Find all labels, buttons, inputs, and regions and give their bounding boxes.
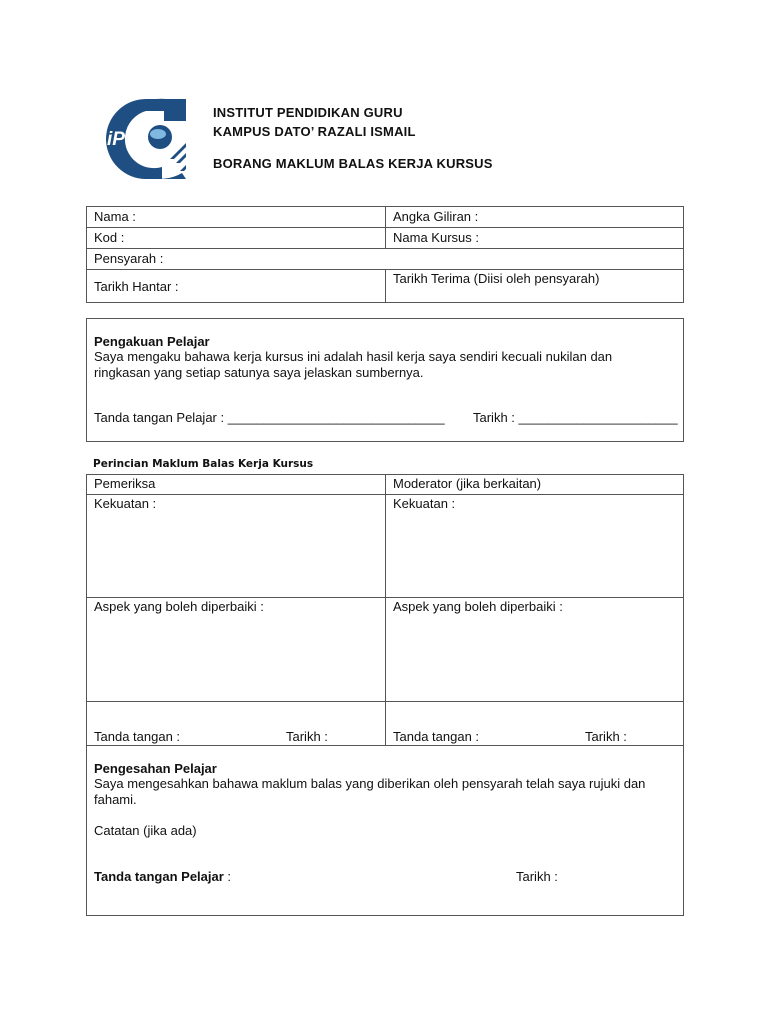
pemeriksa-aspek-cell[interactable] bbox=[87, 598, 386, 702]
angka-giliran-label: Angka Giliran : bbox=[393, 209, 479, 224]
pengesahan-text: Saya mengesahkan bahawa maklum balas yang diberikan oleh pensyarah telah saya rujuki dan fahami. bbox=[94, 776, 646, 807]
logo-graphic bbox=[104, 97, 188, 181]
aspek-label: Aspek yang boleh diperbaiki : bbox=[393, 599, 563, 614]
angka-giliran-cell[interactable] bbox=[386, 207, 684, 228]
tarikh-terima-cell[interactable] bbox=[386, 270, 684, 303]
nama-label: Nama : bbox=[94, 209, 136, 224]
institute-name: INSTITUT PENDIDIKAN GURU bbox=[213, 105, 403, 120]
moderator-kekuatan-cell[interactable] bbox=[386, 495, 684, 598]
pengakuan-signature[interactable]: Tanda tangan Pelajar : ______________________________ bbox=[94, 410, 445, 425]
pengesahan-box bbox=[86, 745, 684, 916]
pengesahan-tarikh[interactable]: Tarikh : bbox=[516, 869, 558, 884]
catatan-label[interactable]: Catatan (jika ada) bbox=[94, 823, 197, 838]
tarikh-terima-label: Tarikh Terima (Diisi oleh pensyarah) bbox=[393, 271, 600, 286]
tarikh-label: Tarikh : bbox=[286, 729, 328, 744]
campus-name: KAMPUS DATO’ RAZALI ISMAIL bbox=[213, 124, 416, 139]
pensyarah-label: Pensyarah : bbox=[94, 251, 164, 266]
form-title: BORANG MAKLUM BALAS KERJA KURSUS bbox=[213, 156, 493, 171]
tarikh-hantar-label: Tarikh Hantar : bbox=[94, 278, 179, 294]
pengakuan-text: Saya mengaku bahawa kerja kursus ini adalah hasil kerja saya sendiri kecuali nukilan dan ringkasan yang setiap satunya saya jelaskan sumbernya. bbox=[94, 349, 613, 380]
logo-text: iPG bbox=[107, 129, 140, 150]
pemeriksa-label: Pemeriksa bbox=[94, 476, 156, 491]
tanda-tangan-label: Tanda tangan : bbox=[94, 729, 181, 744]
perincian-title: Perincian Maklum Balas Kerja Kursus bbox=[93, 458, 314, 470]
pensyarah-cell[interactable] bbox=[87, 249, 684, 270]
kod-label: Kod : bbox=[94, 230, 125, 245]
nama-kursus-cell[interactable] bbox=[386, 228, 684, 249]
moderator-signature-cell[interactable] bbox=[386, 702, 684, 746]
kekuatan-label: Kekuatan : bbox=[393, 496, 456, 511]
tarikh-label: Tarikh : bbox=[585, 729, 627, 744]
pengesahan-signature-label: Tanda tangan Pelajar bbox=[94, 869, 224, 884]
pengesahan-signature[interactable] bbox=[94, 869, 231, 884]
pengakuan-date[interactable]: Tarikh : ______________________ bbox=[473, 410, 678, 425]
pengakuan-title: Pengakuan Pelajar bbox=[94, 334, 210, 349]
kod-cell[interactable] bbox=[87, 228, 386, 249]
tanda-tangan-label: Tanda tangan : bbox=[393, 729, 480, 744]
pengesahan-title: Pengesahan Pelajar bbox=[94, 761, 217, 776]
ipg-logo bbox=[104, 97, 188, 181]
pengakuan-box bbox=[86, 318, 684, 442]
nama-cell[interactable] bbox=[87, 207, 386, 228]
nama-kursus-label: Nama Kursus : bbox=[393, 230, 479, 245]
tarikh-hantar-cell[interactable] bbox=[87, 270, 386, 303]
feedback-table bbox=[86, 474, 684, 746]
moderator-aspek-cell[interactable] bbox=[386, 598, 684, 702]
kekuatan-label: Kekuatan : bbox=[94, 496, 157, 511]
pemeriksa-kekuatan-cell[interactable] bbox=[87, 495, 386, 598]
pemeriksa-header bbox=[87, 475, 386, 495]
pengesahan-signature-colon: : bbox=[223, 869, 232, 884]
moderator-label: Moderator (jika berkaitan) bbox=[393, 476, 542, 491]
pemeriksa-signature-cell[interactable] bbox=[87, 702, 386, 746]
moderator-header bbox=[386, 475, 684, 495]
info-table bbox=[86, 206, 684, 303]
aspek-label: Aspek yang boleh diperbaiki : bbox=[94, 599, 264, 614]
